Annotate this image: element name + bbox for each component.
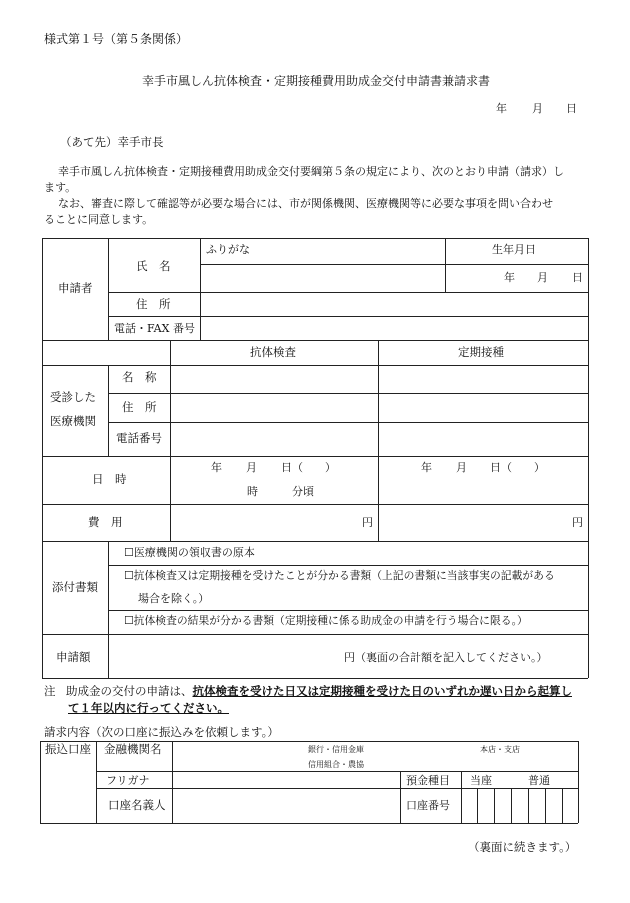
bank-request-heading: 請求内容（次の口座に振込みを依頼します。） [44, 725, 279, 739]
attachment-result-checkbox[interactable]: ☐抗体検査の結果が分かる書類（定期接種に係る助成金の申請を行う場合に限る。） [124, 614, 528, 627]
birth-month-label: 月 [537, 271, 548, 284]
antibody-date-day: 日（ ） [281, 461, 336, 474]
note-text-plain: 助成金の交付の申請は、 [66, 684, 193, 698]
intro-line-3: なお、審査に際して確認等が必要な場合には、市が関係機関、医療機関等に必要な事項を問い合わせ [58, 197, 553, 210]
attachment-proof-checkbox[interactable]: ☐抗体検査又は定期接種を受けたことが分かる書類（上記の書類に当該事実の記載がある [124, 569, 555, 582]
vaccine-cost-yen: 円 [572, 516, 583, 529]
form-title: 幸手市風しん抗体検査・定期接種費用助成金交付申請書兼請求書 [142, 74, 491, 88]
medical-institution-label-1: 受診した [50, 390, 96, 404]
antibody-test-column-header: 抗体検査 [250, 345, 296, 359]
applicant-section-label: 申請者 [58, 281, 93, 295]
note-prefix: 注 [44, 684, 56, 698]
institution-name-label-bank: 金融機関名 [104, 742, 162, 756]
attachment-receipt-checkbox[interactable]: ☐医療機関の領収書の原本 [124, 546, 255, 559]
birth-year-label: 年 [504, 271, 515, 284]
attachments-label: 添付書類 [52, 580, 98, 594]
phone-fax-label: 電話・FAX 番号 [114, 322, 195, 335]
vaccine-date-year: 年 [421, 461, 432, 474]
amount-yen-instruction: 円（裏面の合計額を記入してください。） [344, 651, 548, 664]
vaccine-date-day: 日（ ） [490, 461, 545, 474]
antibody-date-year: 年 [211, 461, 222, 474]
vaccination-column-header: 定期接種 [458, 345, 504, 359]
institution-address-label: 住 所 [122, 400, 157, 414]
antibody-date-month: 月 [246, 461, 257, 474]
datetime-label: 日 時 [92, 472, 127, 486]
form-number: 様式第１号（第５条関係） [44, 32, 189, 46]
institution-name-label: 名 称 [122, 370, 157, 384]
intro-line-2: ます。 [44, 181, 77, 194]
applicant-name-input[interactable] [202, 266, 444, 290]
intro-line-4: ることに同意します。 [44, 213, 154, 226]
birth-day-label: 日 [572, 271, 583, 284]
institution-phone-label: 電話番号 [116, 431, 162, 445]
furigana-label-bank: フリガナ [106, 774, 150, 787]
account-holder-label: 口座名義人 [108, 798, 166, 812]
amount-label: 申請額 [56, 650, 91, 664]
birthdate-label: 生年月日 [492, 243, 536, 256]
transfer-account-label: 振込口座 [45, 742, 91, 756]
antibody-time-hour: 時 [247, 485, 258, 498]
vaccine-date-month: 月 [456, 461, 467, 474]
branch-type-options: 本店・支店 [480, 745, 520, 754]
note-text-emphasis: 抗体検査を受けた日又は定期接種を受けた日のいずれか遅い日から起算し [192, 684, 572, 698]
applicant-phone-input[interactable] [202, 318, 586, 339]
date-month-label: 月 [532, 102, 543, 115]
date-year-label: 年 [496, 102, 507, 115]
antibody-time-minute: 分頃 [292, 485, 314, 498]
account-furigana-input[interactable] [174, 773, 399, 787]
bank-type-options-2: 信用組合・農協 [308, 760, 364, 769]
bank-type-options-1: 銀行・信用金庫 [308, 745, 364, 754]
date-day-label: 日 [566, 102, 577, 115]
account-number-label: 口座番号 [406, 799, 450, 812]
antibody-cost-yen: 円 [362, 516, 373, 529]
note-text-emphasis-2: て１年以内に行ってください。 [68, 701, 229, 715]
deposit-type-savings[interactable]: 普通 [528, 774, 550, 787]
name-label: 氏 名 [136, 259, 171, 273]
address-label: 住 所 [136, 297, 171, 311]
attachment-proof-note: 場合を除く。） [138, 592, 210, 605]
cost-label: 費 用 [88, 515, 123, 529]
bank-institution-input[interactable] [174, 743, 576, 770]
account-holder-input[interactable] [174, 790, 399, 822]
addressee: （あて先）幸手市長 [60, 135, 164, 149]
deposit-type-checking[interactable]: 当座 [470, 774, 492, 787]
medical-institution-label-2: 医療機関 [50, 414, 96, 428]
intro-line-1: 幸手市風しん抗体検査・定期接種費用助成金交付要綱第５条の規定により、次のとおり申請（請求）し [58, 165, 564, 178]
continued-note: （裏面に続きます。） [468, 840, 577, 854]
applicant-address-input[interactable] [202, 294, 586, 315]
note-text [66, 686, 572, 698]
deposit-type-label: 預金種目 [406, 774, 450, 787]
furigana-label: ふりがな [206, 243, 250, 256]
account-number-input[interactable] [462, 790, 577, 822]
